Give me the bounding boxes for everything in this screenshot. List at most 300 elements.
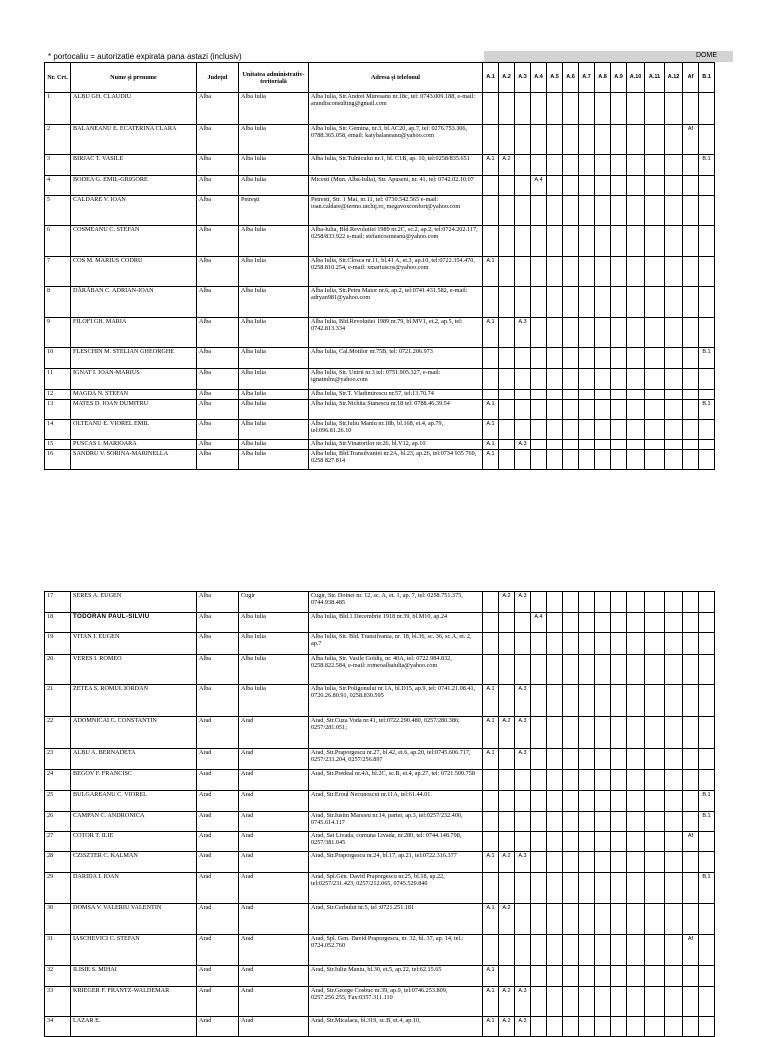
cell-domain-code	[595, 257, 611, 287]
cell-domain-code	[531, 125, 547, 155]
header-code: A.9	[611, 63, 627, 93]
cell-domain-code	[579, 852, 595, 873]
cell-domain-code	[627, 852, 645, 873]
cell-domain-code	[499, 749, 515, 770]
cell-domain-code	[531, 935, 547, 966]
cell-county: Alba	[197, 176, 239, 196]
cell-domain-code	[515, 226, 531, 257]
cell-nr: 10	[45, 348, 71, 369]
cell-address: Alba Iulia, Str.T. Vladimirescu nr.57, tel:13.70.74	[309, 390, 483, 400]
cell-domain-code	[499, 176, 515, 196]
cell-domain-code	[611, 369, 627, 390]
cell-address: Arad, Str.Predeal nr.4A, bl.2C, sc.B, et.4, ap.27, tel: 0721.500.758	[309, 770, 483, 791]
cell-domain-code	[579, 592, 595, 613]
registry-table-page1	[44, 62, 715, 470]
cell-domain-code	[627, 791, 645, 812]
cell-unit: Arad	[239, 717, 309, 749]
cell-domain-code	[665, 257, 683, 287]
cell-domain-code	[665, 633, 683, 655]
cell-domain-code	[665, 852, 683, 873]
cell-domain-code	[563, 749, 579, 770]
header-nr: Nr. Crt.	[45, 63, 71, 93]
cell-domain-code	[699, 613, 715, 633]
header-county: Judeţul	[197, 63, 239, 93]
cell-domain-code	[547, 176, 563, 196]
cell-name: ZETEA S. ROMUL IORDAN	[71, 685, 197, 717]
cell-name: FILOFI GH. MARIA	[71, 318, 197, 348]
cell-domain-code	[611, 420, 627, 440]
cell-name: ALBU GH. CLAUDIU	[71, 93, 197, 125]
table-row	[45, 987, 715, 1017]
cell-domain-code	[563, 287, 579, 318]
cell-domain-code	[515, 390, 531, 400]
header-code: A.12	[665, 63, 683, 93]
cell-domain-code	[665, 176, 683, 196]
cell-domain-code	[531, 987, 547, 1017]
cell-name: FLESCHIN M. STELIAN GHEORGHE	[71, 348, 197, 369]
cell-domain-code	[645, 1017, 665, 1037]
cell-domain-code	[627, 176, 645, 196]
table-row	[45, 125, 715, 155]
cell-domain-code	[627, 685, 645, 717]
cell-domain-code	[515, 196, 531, 226]
cell-domain-code	[563, 873, 579, 904]
cell-address: Alba Iulia, Str.Petru Maior nr.6, ap.2, tel:0741.431.582, e-mail: adryan981@yahoo.com	[309, 287, 483, 318]
cell-domain-code	[595, 966, 611, 987]
cell-county: Arad	[197, 1017, 239, 1037]
cell-name: CAMPAN C. ANDRONICA	[71, 812, 197, 832]
cell-domain-code	[531, 966, 547, 987]
cell-domain-code: A.3	[515, 685, 531, 717]
table-row	[45, 440, 715, 450]
cell-domain-code	[579, 450, 595, 470]
cell-domain-code	[563, 852, 579, 873]
cell-domain-code	[515, 176, 531, 196]
cell-domain-code	[665, 93, 683, 125]
cell-domain-code	[579, 390, 595, 400]
header-code: A.5	[547, 63, 563, 93]
cell-domain-code	[665, 987, 683, 1017]
cell-domain-code	[665, 450, 683, 470]
cell-domain-code	[627, 749, 645, 770]
cell-domain-code	[515, 966, 531, 987]
cell-domain-code	[499, 935, 515, 966]
table-row	[45, 717, 715, 749]
cell-county: Alba	[197, 318, 239, 348]
cell-nr: 27	[45, 832, 71, 852]
cell-county: Alba	[197, 155, 239, 176]
cell-domain-code	[579, 1017, 595, 1037]
cell-unit: Alba Iulia	[239, 226, 309, 257]
cell-domain-code	[699, 196, 715, 226]
cell-domain-code	[547, 852, 563, 873]
header-name: Nume şi prenume	[71, 63, 197, 93]
cell-name: COTOR T. ILIE	[71, 832, 197, 852]
header-code: A.10	[627, 63, 645, 93]
cell-domain-code	[611, 450, 627, 470]
cell-name: IASCHEVICI C. STEFAN	[71, 935, 197, 966]
table-row	[45, 852, 715, 873]
cell-domain-code	[627, 987, 645, 1017]
table-row	[45, 685, 715, 717]
cell-domain-code	[645, 791, 665, 812]
cell-domain-code	[531, 873, 547, 904]
cell-domain-code	[515, 369, 531, 390]
cell-domain-code	[547, 966, 563, 987]
cell-domain-code	[611, 93, 627, 125]
cell-domain-code: A.1	[483, 257, 499, 287]
cell-domain-code	[563, 770, 579, 791]
cell-domain-code	[547, 390, 563, 400]
cell-address: Petresti, Str. 1 Mai, nr.11, tel: 0730.542.565 e-mail: ioan.caldare@termo.utcluj.ro, megavoxconfort@yahoo.com	[309, 196, 483, 226]
cell-domain-code: B.1	[699, 348, 715, 369]
cell-domain-code	[665, 655, 683, 685]
cell-nr: 13	[45, 400, 71, 420]
cell-domain-code	[547, 369, 563, 390]
cell-domain-code	[665, 226, 683, 257]
cell-domain-code	[627, 613, 645, 633]
table-row	[45, 592, 715, 613]
cell-domain-code	[547, 400, 563, 420]
cell-domain-code	[683, 633, 699, 655]
cell-domain-code	[665, 613, 683, 633]
cell-unit: Alba Iulia	[239, 93, 309, 125]
cell-domain-code	[665, 369, 683, 390]
cell-nr: 14	[45, 420, 71, 440]
cell-domain-code	[579, 348, 595, 369]
cell-domain-code	[483, 613, 499, 633]
cell-domain-code	[563, 613, 579, 633]
cell-domain-code	[699, 440, 715, 450]
cell-domain-code	[611, 196, 627, 226]
cell-unit: Alba Iulia	[239, 400, 309, 420]
cell-domain-code	[645, 390, 665, 400]
cell-domain-code: A.3	[515, 592, 531, 613]
cell-domain-code	[547, 935, 563, 966]
cell-name: MAGDA N. STEFAN	[71, 390, 197, 400]
cell-domain-code	[595, 348, 611, 369]
cell-domain-code	[611, 812, 627, 832]
cell-nr: 20	[45, 655, 71, 685]
cell-domain-code	[595, 935, 611, 966]
cell-address: Arad, Str.Iuliu Maniu, bl.30, et.5, ap.22, tel:62.15.65	[309, 966, 483, 987]
cell-address: Arad, Str.George Cosbuc nr.39, ap.9, tel:0746.253.809, 0257.256.255, Fax:0357.311.110	[309, 987, 483, 1017]
cell-domain-code	[531, 196, 547, 226]
cell-domain-code	[483, 655, 499, 685]
table-row	[45, 390, 715, 400]
cell-domain-code	[595, 655, 611, 685]
cell-domain-code	[683, 93, 699, 125]
cell-domain-code	[645, 196, 665, 226]
cell-domain-code	[579, 613, 595, 633]
cell-domain-code: A.2	[499, 592, 515, 613]
cell-domain-code	[499, 226, 515, 257]
cell-domain-code	[665, 196, 683, 226]
cell-domain-code	[699, 987, 715, 1017]
cell-domain-code	[515, 348, 531, 369]
cell-domain-code	[665, 812, 683, 832]
cell-name: PUSCAS I. MARIOARA	[71, 440, 197, 450]
cell-domain-code	[483, 935, 499, 966]
cell-domain-code: A.1	[483, 1017, 499, 1037]
cell-name: SANDRU V. SORINA-MARINELLA	[71, 450, 197, 470]
cell-domain-code	[683, 369, 699, 390]
cell-domain-code	[627, 832, 645, 852]
cell-unit: Arad	[239, 873, 309, 904]
cell-name: ALBU A. BERNADETA	[71, 749, 197, 770]
cell-domain-code	[547, 987, 563, 1017]
cell-domain-code	[611, 226, 627, 257]
cell-domain-code	[531, 257, 547, 287]
cell-domain-code	[499, 93, 515, 125]
cell-domain-code	[563, 832, 579, 852]
cell-domain-code	[595, 987, 611, 1017]
cell-nr: 21	[45, 685, 71, 717]
cell-domain-code: A.2	[499, 904, 515, 935]
cell-address: Alba Iulia, Str.Closca nr.11, bl.41 A, et.3, ap.10, tel:0722.354.470, 0258.810.254, e-mail: xmariuscos@yahoo.com	[309, 257, 483, 287]
cell-domain-code	[665, 318, 683, 348]
cell-domain-code: A.2	[499, 155, 515, 176]
cell-domain-code	[611, 318, 627, 348]
cell-domain-code	[531, 348, 547, 369]
cell-domain-code	[665, 125, 683, 155]
cell-domain-code	[531, 318, 547, 348]
cell-name: DARIDA I. IOAN	[71, 873, 197, 904]
cell-domain-code	[515, 633, 531, 655]
cell-domain-code	[531, 592, 547, 613]
cell-domain-code	[483, 348, 499, 369]
cell-domain-code	[665, 1017, 683, 1037]
cell-domain-code	[645, 685, 665, 717]
cell-domain-code	[611, 592, 627, 613]
cell-domain-code	[563, 904, 579, 935]
cell-county: Arad	[197, 873, 239, 904]
cell-domain-code	[579, 226, 595, 257]
cell-domain-code	[579, 125, 595, 155]
cell-domain-code: A.3	[515, 318, 531, 348]
cell-domain-code	[547, 420, 563, 440]
cell-domain-code	[665, 717, 683, 749]
cell-county: Alba	[197, 440, 239, 450]
cell-domain-code	[595, 450, 611, 470]
cell-county: Arad	[197, 717, 239, 749]
cell-domain-code	[699, 369, 715, 390]
cell-domain-code	[645, 935, 665, 966]
cell-county: Alba	[197, 390, 239, 400]
cell-domain-code	[531, 717, 547, 749]
cell-name: VITAN I. EUGEN	[71, 633, 197, 655]
cell-domain-code	[611, 904, 627, 935]
cell-domain-code	[595, 318, 611, 348]
table-row	[45, 450, 715, 470]
table-row	[45, 966, 715, 987]
cell-domain-code	[515, 904, 531, 935]
cell-domain-code	[683, 812, 699, 832]
cell-domain-code	[627, 196, 645, 226]
cell-domain-code	[645, 155, 665, 176]
cell-address: Arad, Str.Cuza Voda nr.41, tel:0722.290.480, 0257/280.386; 0257/281.051;	[309, 717, 483, 749]
cell-name: DĂRĂBAN C. ADRIAN-IOAN	[71, 287, 197, 318]
cell-domain-code	[499, 390, 515, 400]
cell-unit: Arad	[239, 935, 309, 966]
cell-domain-code	[563, 318, 579, 348]
table-row	[45, 770, 715, 791]
cell-domain-code	[531, 420, 547, 440]
cell-unit: Arad	[239, 966, 309, 987]
cell-domain-code	[515, 257, 531, 287]
cell-domain-code	[579, 770, 595, 791]
cell-nr: 11	[45, 369, 71, 390]
cell-domain-code	[699, 287, 715, 318]
cell-domain-code	[483, 93, 499, 125]
cell-address: Alba Iulia, Str.Poligonului nr.1A, bl.D15, ap.9, tel: 0741.21.08.41, 0726.26.80.91, 0258.830.595	[309, 685, 483, 717]
cell-domain-code	[683, 390, 699, 400]
cell-domain-code	[515, 655, 531, 685]
cell-unit: Cugir	[239, 592, 309, 613]
cell-domain-code	[595, 287, 611, 318]
cell-nr: 2	[45, 125, 71, 155]
cell-domain-code	[611, 852, 627, 873]
table-row	[45, 873, 715, 904]
cell-domain-code	[563, 791, 579, 812]
cell-nr: 17	[45, 592, 71, 613]
cell-unit: Alba Iulia	[239, 257, 309, 287]
cell-domain-code	[579, 440, 595, 450]
table-header-row	[45, 63, 715, 93]
cell-domain-code	[627, 770, 645, 791]
cell-name: MATES D. IOAN DUMITRU	[71, 400, 197, 420]
cell-domain-code	[579, 420, 595, 440]
cell-domain-code	[499, 400, 515, 420]
cell-domain-code: B.1	[699, 155, 715, 176]
domain-header-label: DOME	[696, 52, 717, 59]
cell-domain-code	[563, 633, 579, 655]
cell-domain-code	[683, 176, 699, 196]
cell-domain-code	[547, 592, 563, 613]
cell-domain-code	[531, 832, 547, 852]
cell-unit: Arad	[239, 832, 309, 852]
cell-domain-code	[531, 287, 547, 318]
cell-domain-code	[645, 770, 665, 791]
cell-domain-code	[611, 749, 627, 770]
cell-address: Alba Iulia, Str.Andrei Muresanu nr.18c, tel: 0743.009.188, e-mail: arandisconsulting@gmail.com	[309, 93, 483, 125]
cell-domain-code	[579, 176, 595, 196]
cell-name: CALDARE V. IOAN	[71, 196, 197, 226]
cell-nr: 19	[45, 633, 71, 655]
cell-domain-code	[483, 832, 499, 852]
cell-domain-code	[547, 125, 563, 155]
cell-domain-code	[547, 155, 563, 176]
cell-domain-code: A.3	[515, 987, 531, 1017]
cell-address: Arad, Str.Micalaca, bl.319, sc.B, et.4, ap.10,	[309, 1017, 483, 1037]
cell-domain-code	[579, 400, 595, 420]
cell-domain-code	[699, 852, 715, 873]
cell-domain-code	[595, 1017, 611, 1037]
cell-domain-code	[627, 369, 645, 390]
cell-unit: Alba Iulia	[239, 440, 309, 450]
cell-domain-code	[579, 717, 595, 749]
cell-domain-code	[611, 633, 627, 655]
cell-domain-code	[547, 685, 563, 717]
cell-domain-code	[547, 633, 563, 655]
cell-domain-code	[531, 770, 547, 791]
cell-county: Arad	[197, 987, 239, 1017]
cell-domain-code	[611, 400, 627, 420]
cell-nr: 28	[45, 852, 71, 873]
cell-domain-code	[515, 450, 531, 470]
cell-domain-code	[531, 812, 547, 832]
cell-domain-code	[563, 125, 579, 155]
cell-nr: 5	[45, 196, 71, 226]
cell-domain-code	[611, 717, 627, 749]
cell-address: Alba Iulia, Str. Gemina, nr.3, bl.AC20, ap.7, tel: 0276.753.306, 0788.365.058, email: katybalaneanu@yahoo.com	[309, 125, 483, 155]
cell-domain-code	[547, 613, 563, 633]
cell-county: Arad	[197, 966, 239, 987]
cell-domain-code	[699, 904, 715, 935]
cell-domain-code	[499, 420, 515, 440]
table-row	[45, 749, 715, 770]
cell-domain-code	[483, 176, 499, 196]
cell-name: ILISIE S. MIHAI	[71, 966, 197, 987]
cell-domain-code	[699, 125, 715, 155]
cell-domain-code	[627, 966, 645, 987]
cell-county: Alba	[197, 125, 239, 155]
cell-unit: Alba Iulia	[239, 287, 309, 318]
table-row	[45, 93, 715, 125]
cell-address: Micesti (Mun. Alba-Iulia), Str. Apuseni, nr. 41, tel: 0742.02.10.07	[309, 176, 483, 196]
cell-domain-code	[595, 400, 611, 420]
cell-domain-code	[683, 791, 699, 812]
table-row	[45, 633, 715, 655]
cell-domain-code	[547, 791, 563, 812]
cell-domain-code	[683, 257, 699, 287]
cell-domain-code	[665, 155, 683, 176]
table-row	[45, 287, 715, 318]
cell-domain-code	[515, 935, 531, 966]
cell-domain-code	[665, 348, 683, 369]
cell-domain-code	[627, 873, 645, 904]
cell-domain-code	[563, 400, 579, 420]
cell-domain-code	[579, 287, 595, 318]
cell-unit: Arad	[239, 987, 309, 1017]
cell-domain-code	[595, 852, 611, 873]
cell-domain-code	[579, 369, 595, 390]
cell-domain-code	[595, 369, 611, 390]
cell-address: Alba Iulia, Str.Nichita Stanescu nr.18 tel: 0788.46.39.54	[309, 400, 483, 420]
cell-domain-code	[627, 390, 645, 400]
cell-domain-code	[645, 633, 665, 655]
cell-unit: Alba Iulia	[239, 685, 309, 717]
cell-domain-code	[563, 196, 579, 226]
cell-domain-code: A.2	[499, 1017, 515, 1037]
cell-domain-code	[699, 966, 715, 987]
header-code: A.2	[499, 63, 515, 93]
cell-nr: 25	[45, 791, 71, 812]
cell-domain-code	[627, 420, 645, 440]
cell-domain-code	[563, 450, 579, 470]
cell-nr: 26	[45, 812, 71, 832]
cell-domain-code	[547, 1017, 563, 1037]
cell-domain-code	[665, 935, 683, 966]
cell-domain-code	[579, 966, 595, 987]
cell-nr: 4	[45, 176, 71, 196]
cell-domain-code	[515, 400, 531, 420]
cell-nr: 16	[45, 450, 71, 470]
cell-domain-code: A.4	[531, 613, 547, 633]
cell-domain-code	[699, 592, 715, 613]
cell-domain-code	[683, 348, 699, 369]
cell-domain-code	[665, 390, 683, 400]
